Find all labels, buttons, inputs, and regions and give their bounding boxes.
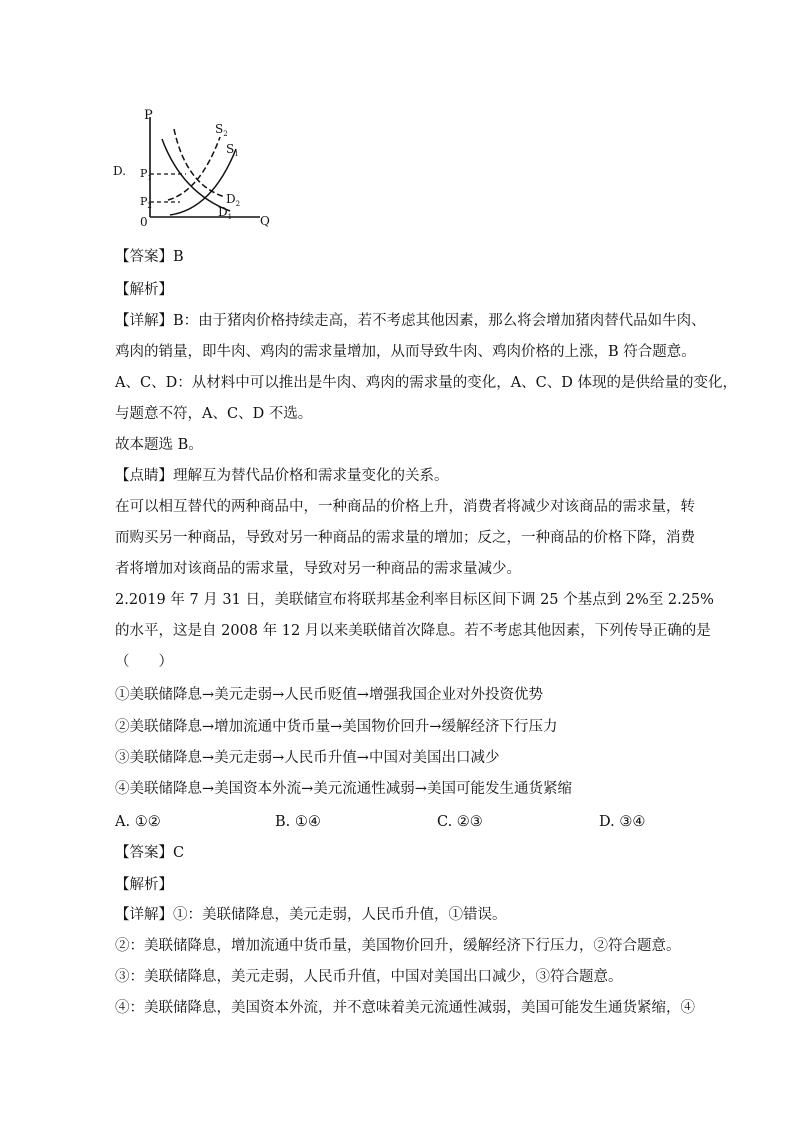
q2-option-b: B. ①④: [275, 814, 321, 830]
q2-detail-line-2: ②：美联储降息，增加流通中货币量，美国物价回升，缓解经济下行压力，②符合题意。: [115, 938, 681, 954]
q1-detail-line-4: 与题意不符，A、C、D 不选。: [115, 406, 313, 422]
q1-tip-line-2: 而购买另一种商品，导致对另一种商品的需求量的增加；反之，一种商品的价格下降，消费: [115, 530, 695, 546]
q2-option-d: D. ③④: [599, 814, 646, 830]
q1-conclusion: 故本题选 B。: [115, 437, 203, 453]
s1-label: $S_1$: [226, 142, 239, 158]
p2-label: $P_2$: [140, 195, 152, 210]
q2-analysis-heading: 【解析】: [115, 877, 173, 893]
q2-item-1: ①美联储降息→美元走弱→人民币贬值→增强我国企业对外投资优势: [115, 687, 543, 703]
d1-label: $D_1$: [218, 205, 233, 221]
q2-detail-line-1: 【详解】①：美联储降息，美元走弱，人民币升值，①错误。: [115, 907, 507, 923]
y-axis-label: P: [144, 108, 153, 123]
q2-detail-line-3: ③：美联储降息，美元走弱，人民币升值，中国对美国出口减少，③符合题意。: [115, 969, 623, 985]
q1-detail-line-2: 鸡肉的销量，即牛肉、鸡肉的需求量增加，从而导致牛肉、鸡肉价格的上涨，B 符合题意。: [115, 344, 696, 360]
q1-answer: 【答案】B: [115, 249, 184, 265]
d2-label: $D_2$: [226, 192, 241, 208]
q1-detail-line-3: A、C、D：从材料中可以推出是牛肉、鸡肉的需求量的变化，A、C、D 体现的是供给量的变化，: [115, 375, 737, 391]
x-axis-label: Q: [260, 214, 270, 228]
q1-analysis-heading: 【解析】: [115, 282, 173, 298]
supply-demand-graph: [110, 105, 275, 230]
q2-item-3: ③美联储降息→美元走弱→人民币升值→中国对美国出口减少: [115, 750, 500, 766]
d2-curve: [174, 129, 225, 197]
q2-stem-line-1: 2.2019 年 7 月 31 日，美联储宣布将联邦基金利率目标区间下调 25 个基点到 2%至 2.25%: [115, 592, 714, 608]
option-letter: D.: [113, 164, 127, 178]
q2-stem-line-3: （ ）: [115, 654, 173, 670]
s2-label: $S_2$: [215, 122, 228, 138]
q2-item-4: ④美联储降息→美国资本外流→美元流通性减弱→美国可能发生通货紧缩: [115, 781, 572, 797]
q2-detail-line-4: ④：美联储降息，美国资本外流，并不意味着美元流通性减弱，美国可能发生通货紧缩，④: [115, 1000, 695, 1016]
p1-label: $P_1$: [140, 167, 152, 182]
q1-tip-line-1: 在可以相互替代的两种商品中，一种商品的价格上升，消费者将减少对该商品的需求量，转: [115, 499, 695, 515]
origin-label: 0: [140, 215, 148, 229]
q2-item-2: ②美联储降息→增加流通中货币量→美国物价回升→缓解经济下行压力: [115, 719, 558, 735]
q1-tip-heading: 【点睛】理解互为替代品价格和需求量变化的关系。: [115, 468, 449, 484]
d1-curve: [162, 139, 230, 211]
q1-tip-line-3: 者将增加对该商品的需求量，导致对另一种商品的需求量减少。: [115, 561, 521, 577]
q2-stem-line-2: 的水平，这是自 2008 年 12 月以来美联储首次降息。若不考虑其他因素，下列传导正确的是: [115, 623, 711, 639]
q2-option-c: C. ②③: [437, 814, 483, 830]
q2-option-a: A. ①②: [115, 814, 161, 830]
q2-answer: 【答案】C: [115, 845, 185, 861]
q1-detail-line-1: 【详解】B：由于猪肉价格持续走高，若不考虑其他因素，那么将会增加猪肉替代品如牛肉、: [115, 313, 706, 329]
